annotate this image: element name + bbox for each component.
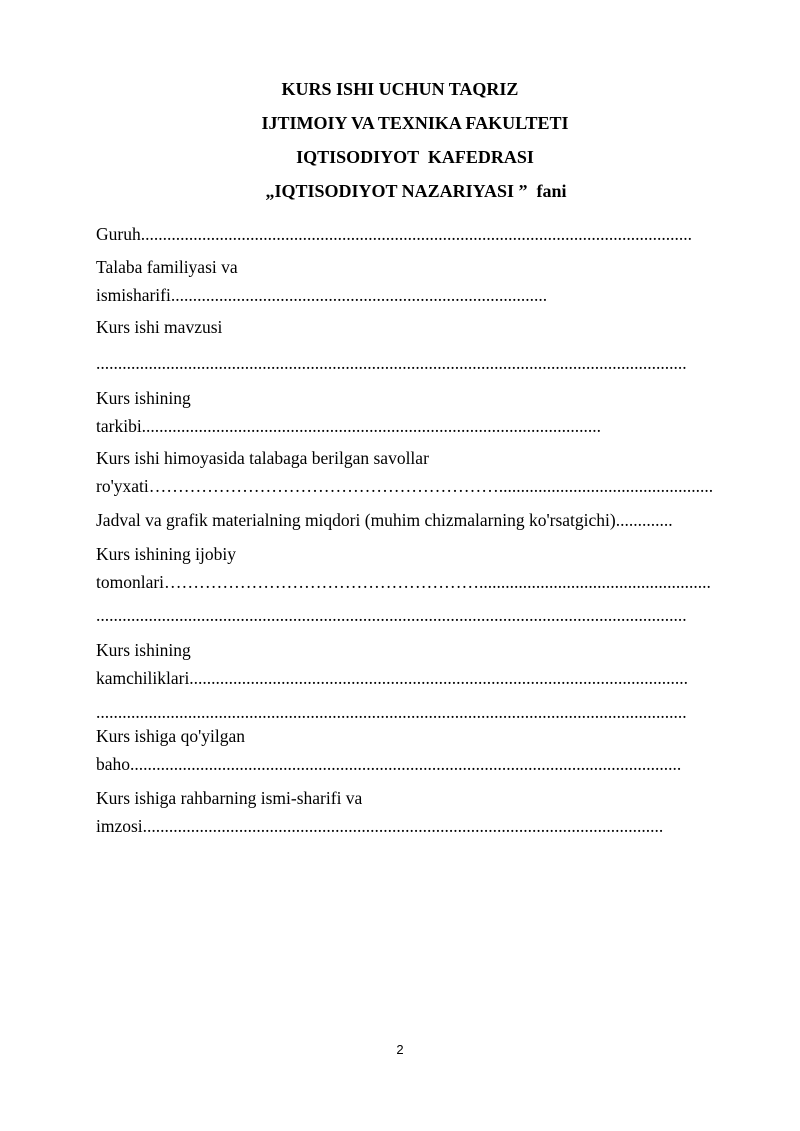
- review-title: KURS ISHI UCHUN TAQRIZ: [281, 79, 519, 99]
- structure-dots: tarkibi.........................................................................................................: [96, 416, 602, 436]
- positive-label: Kurs ishining ijobiy: [96, 544, 237, 564]
- topic-dots: .......................................................................................................................................: [96, 353, 687, 373]
- positive-extra-dots: .......................................................................................................................................: [96, 605, 687, 625]
- topic-dots-field: [96, 349, 756, 377]
- grade-label: Kurs ishiga qo'yilgan: [96, 726, 245, 746]
- supervisor-field: [96, 784, 756, 840]
- student-name-label: Talaba familiyasi va: [96, 257, 238, 277]
- structure-label: Kurs ishining: [96, 388, 191, 408]
- supervisor-label: Kurs ishiga rahbarning ismi-sharifi va: [96, 788, 363, 808]
- grade-dots: baho..............................................................................................................................: [96, 754, 682, 774]
- supervisor-dots: imzosi.......................................................................................................................: [96, 816, 664, 836]
- page-number: 2: [396, 1042, 404, 1057]
- questions-label: Kurs ishi himoyasida talabaga berilgan savollar: [96, 448, 429, 468]
- questions-dots: ro'yxati…………………………………………………….................................................: [96, 476, 714, 496]
- group-field: [96, 220, 756, 248]
- group-label: Guruh..............................................................................................................................: [96, 224, 692, 244]
- topic-field: [96, 313, 756, 341]
- shortcomings-field: [96, 636, 756, 692]
- shortcomings-dots: kamchiliklari..................................................................................................................: [96, 668, 689, 688]
- structure-field: [96, 384, 756, 440]
- document-header: [0, 72, 800, 208]
- questions-field: [96, 444, 756, 500]
- shortcomings-extra-dots: .......................................................................................................................................: [96, 702, 687, 722]
- subject-title: „IQTISODIYOT NAZARIYASI ” fani: [265, 181, 567, 201]
- grade-field: [96, 722, 756, 778]
- positive-extra-field: [96, 601, 756, 629]
- faculty-title: IJTIMOIY VA TEXNIKA FAKULTETI: [261, 113, 569, 133]
- positive-dots: tomonlari……………………………………………….....................................................: [96, 572, 711, 592]
- shortcomings-label: Kurs ishining: [96, 640, 191, 660]
- department-title: IQTISODIYOT KAFEDRASI: [296, 147, 534, 167]
- topic-label: Kurs ishi mavzusi: [96, 317, 223, 337]
- positive-field: [96, 540, 756, 596]
- student-name-dots: ismisharifi......................................................................................: [96, 285, 548, 305]
- student-name-field: [96, 253, 756, 309]
- tables-label: Jadval va grafik materialning miqdori (muhim chizmalarning ko'rsatgichi).............: [96, 510, 673, 530]
- tables-field: [96, 506, 756, 534]
